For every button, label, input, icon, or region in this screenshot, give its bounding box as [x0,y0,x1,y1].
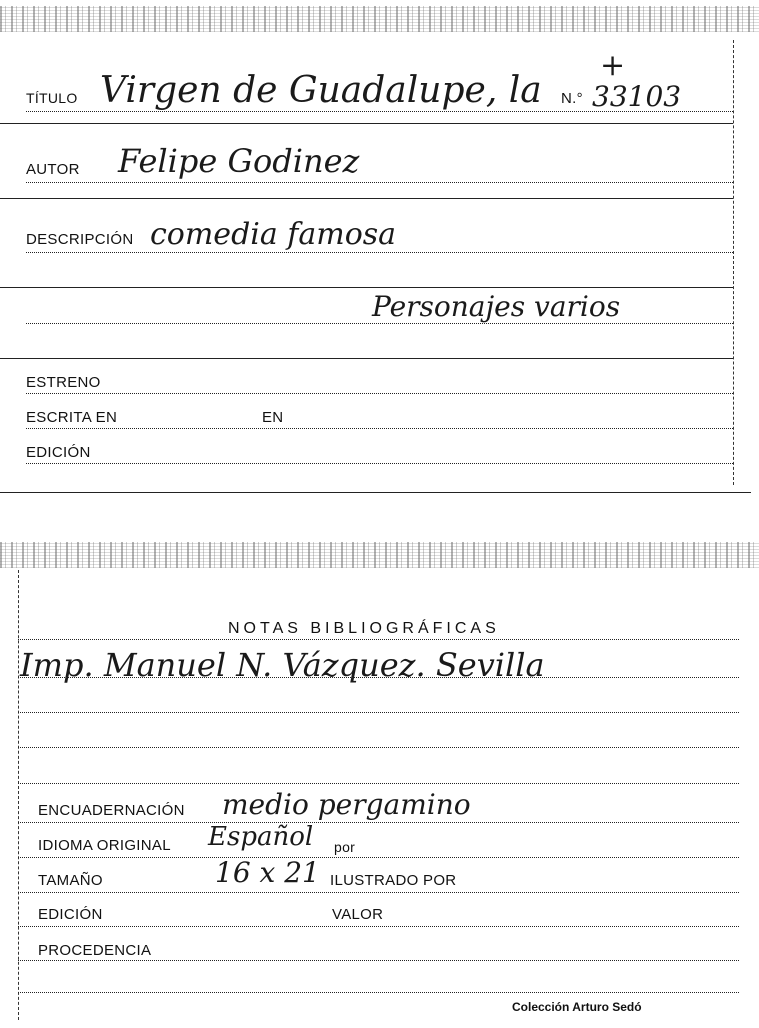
rule-6 [0,358,733,359]
edicion-label: EDICIÓN [26,444,91,461]
notes-line-1: Imp. Manuel N. Vázquez. Sevilla [20,646,545,684]
rule-7 [26,393,733,394]
tamano-label: TAMAÑO [38,872,103,889]
encuadernacion-label: ENCUADERNACIÓN [38,802,185,819]
rule-5 [26,323,733,324]
rule-8 [26,428,733,429]
rule-b10 [18,960,739,961]
por-label: por [334,839,356,855]
card-bottom-edge [0,492,751,493]
notas-title: NOTAS BIBLIOGRÁFICAS [228,620,500,637]
edicion-b-label: EDICIÓN [38,906,103,923]
rule-3 [26,252,733,253]
titulo-label: TÍTULO [26,90,78,106]
rule-b9 [18,926,739,927]
numero-value: 33103 [592,80,682,113]
rule-b8 [18,892,739,893]
rule-1b [0,123,733,124]
rule-b2 [18,677,739,678]
titulo-value: Virgen de Guadalupe, la [100,70,542,111]
rule-2 [26,182,733,183]
estreno-label: ESTRENO [26,374,101,391]
descripcion-value: comedia famosa [150,217,397,252]
scan-noise-top [0,6,759,32]
collection-footer: Colección Arturo Sedó [512,1000,642,1014]
descripcion-value-2: Personajes varios [372,290,621,323]
procedencia-label: PROCEDENCIA [38,942,152,959]
escrita-en-label: ESCRITA EN [26,409,118,426]
card-border-right [733,40,734,485]
rule-2b [0,198,733,199]
rule-b3 [18,712,739,713]
encuadernacion-value: medio pergamino [222,788,471,821]
valor-label: VALOR [332,906,384,923]
rule-1 [26,111,733,112]
numero-label: N.° [561,90,583,107]
rule-b7 [18,857,739,858]
card-border-left [18,570,19,1020]
rule-b6 [18,822,739,823]
catalog-card-top [0,0,759,495]
rule-4 [0,287,733,288]
en-label: EN [262,409,284,426]
rule-b11 [18,992,739,993]
idioma-label: IDIOMA ORIGINAL [38,837,171,854]
descripcion-label: DESCRIPCIÓN [26,231,134,248]
tamano-value: 16 x 21 [215,856,320,889]
catalog-card-bottom [0,540,759,1028]
cross-mark: + [600,48,626,83]
rule-b4 [18,747,739,748]
rule-9 [26,463,733,464]
scan-noise-bottom [0,542,759,568]
rule-b1 [18,639,739,640]
ilustrado-label: ILUSTRADO POR [330,872,457,889]
autor-label: AUTOR [26,161,80,178]
rule-b5 [18,783,739,784]
autor-value: Felipe Godinez [118,142,360,180]
idioma-value: Español [208,822,314,852]
